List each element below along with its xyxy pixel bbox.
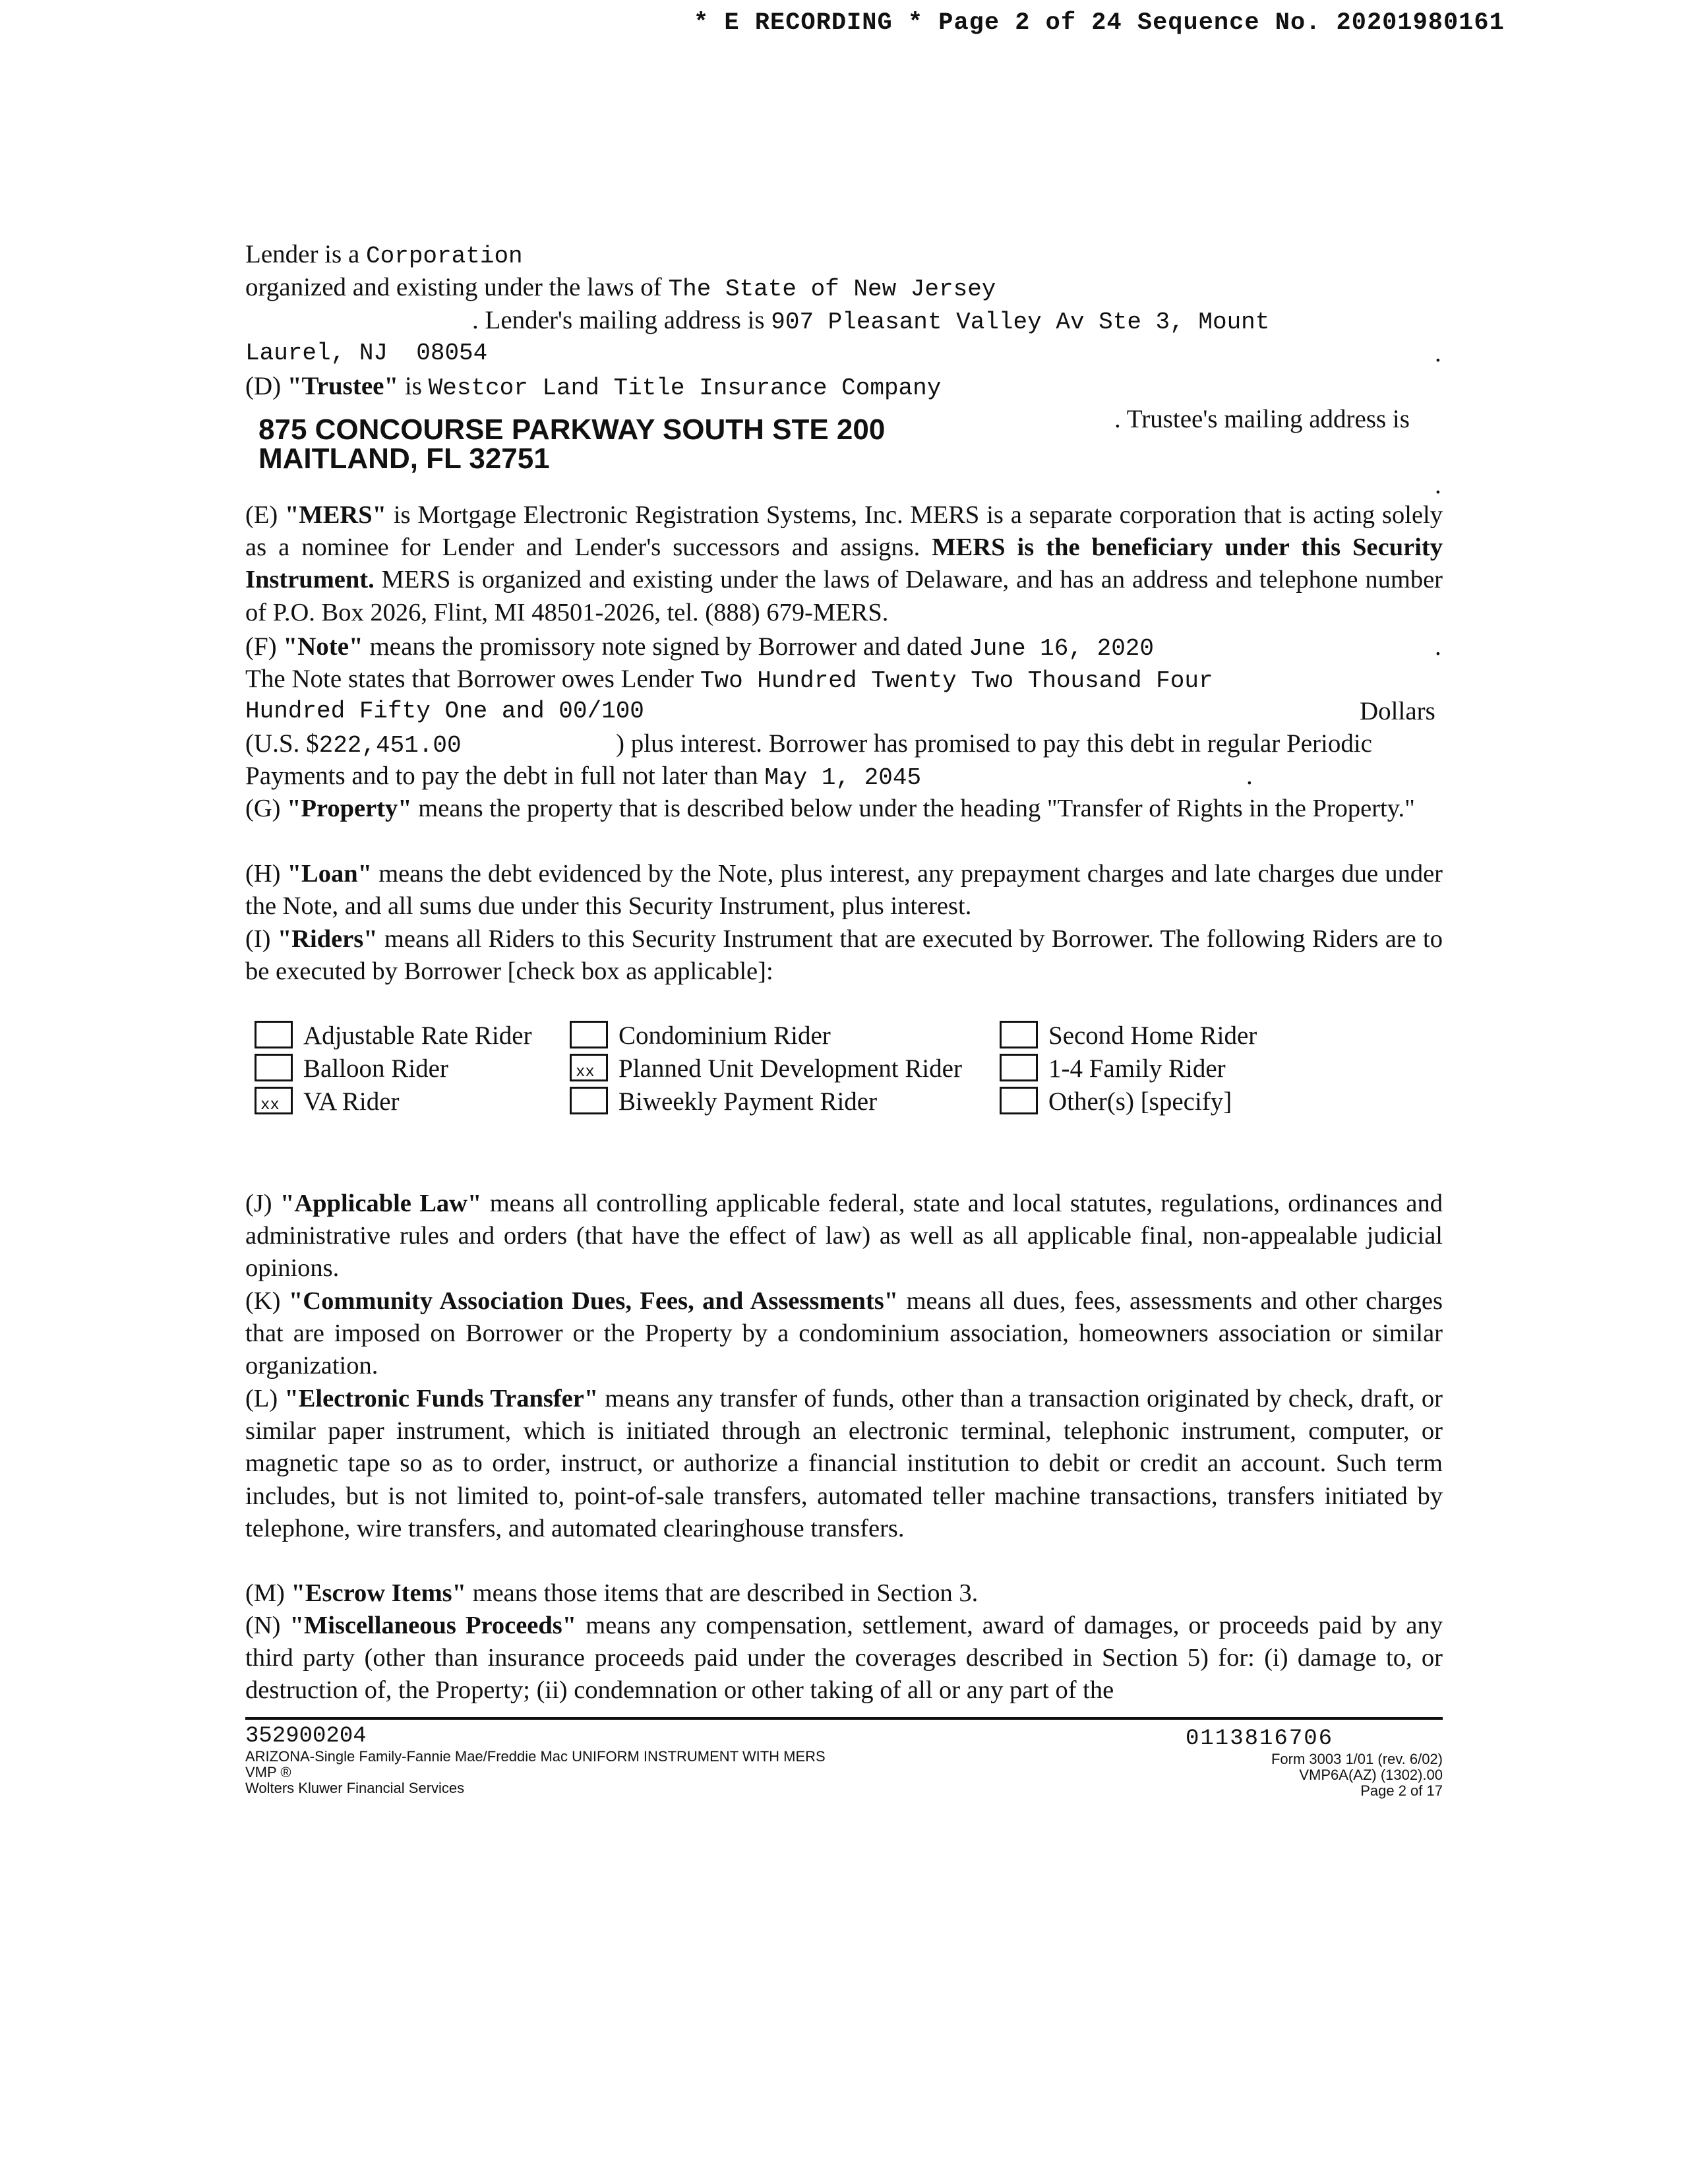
footer-right-block: [981, 1751, 1443, 1799]
rider-checkbox-1-4-family[interactable]: [1000, 1054, 1038, 1081]
rider-label-other: Other(s) [specify]: [1048, 1087, 1232, 1116]
section-f-term: "Note": [283, 632, 363, 661]
lender-address-label: . Lender's mailing address is: [472, 306, 765, 334]
section-g-text: means the property that is described below under the heading "Transfer of Rights in the Property.": [411, 795, 1415, 822]
section-h-text: means the debt evidenced by the Note, plus interest, any prepayment charges and late charges due under the Note, and all sums due under this Security Instrument, plus interest.: [245, 860, 1443, 921]
footer-publisher: Wolters Kluwer Financial Services: [245, 1780, 465, 1796]
trustee-prefix: (D): [245, 372, 287, 400]
lender-line-1: [245, 239, 523, 272]
rider-label-va: VA Rider: [303, 1087, 400, 1116]
section-g-term: "Property": [287, 795, 412, 822]
lender-line-2: [245, 272, 996, 305]
rider-checkbox-condominium[interactable]: [570, 1021, 608, 1048]
rider-checkbox-balloon[interactable]: [255, 1054, 293, 1081]
note-date: June 16, 2020: [969, 635, 1155, 662]
section-j-prefix: (J): [245, 1190, 280, 1217]
trustee-line: [245, 371, 941, 404]
section-h-loan: [245, 858, 1443, 923]
lender-state: The State of New Jersey: [668, 276, 996, 303]
section-m-text: means those items that are described in Section 3.: [466, 1579, 979, 1607]
section-j-text: means all controlling applicable federal, state and local statutes, regulations, ordinances and administrative rules and orders (that have the effect of law) as well as all applicable final, non-appealable judicial opinions.: [245, 1190, 1443, 1283]
section-m-term: "Escrow Items": [291, 1579, 467, 1607]
trustee-address-label: . Trustee's mailing address is: [1114, 405, 1410, 433]
section-k-community-association: [245, 1285, 1443, 1383]
note-amount-words-1: Two Hundred Twenty Two Thousand Four: [700, 667, 1213, 694]
rider-checkbox-biweekly-payment[interactable]: [570, 1087, 608, 1114]
section-f-dollars: Dollars: [1360, 697, 1435, 725]
section-f-line-4: [245, 728, 462, 762]
rider-label-balloon: Balloon Rider: [303, 1054, 448, 1083]
section-e-bold: MERS is the beneficiary under this Security Instrument.: [245, 533, 1443, 594]
section-m-escrow-items: [245, 1577, 1443, 1610]
note-maturity-date: May 1, 2045: [764, 764, 922, 791]
trustee-address-line1: 875 CONCOURSE PARKWAY SOUTH STE 200: [258, 413, 886, 446]
section-e-mers: [245, 499, 1443, 629]
section-e-text1: is Mortgage Electronic Registration Systems, Inc. MERS is a separate corporation that is acting solely as a nominee for Lender and Lender's successors and assigns.: [245, 501, 1443, 562]
rider-mark: xx: [576, 1064, 595, 1081]
footer-form-title: ARIZONA-Single Family-Fannie Mae/Freddie Mac UNIFORM INSTRUMENT WITH MERS: [245, 1748, 826, 1765]
rider-checkbox-va[interactable]: [255, 1087, 293, 1114]
section-f-prefix: (F): [245, 632, 284, 661]
section-n-prefix: (N): [245, 1612, 290, 1639]
trustee-address-end: .: [1435, 471, 1441, 499]
trustee-suffix: is: [398, 372, 422, 400]
lender-line-3: [472, 305, 1269, 338]
rider-checkbox-second-home[interactable]: [1000, 1021, 1038, 1048]
rider-label-adjustable-rate: Adjustable Rate Rider: [303, 1021, 532, 1050]
footer-vmp-code: VMP6A(AZ) (1302).00: [1299, 1767, 1443, 1783]
section-g-property: [245, 793, 1443, 825]
rider-checkbox-other[interactable]: [1000, 1087, 1038, 1114]
trustee-address-line2: MAITLAND, FL 32751: [258, 442, 550, 475]
footer-page: Page 2 of 17: [1360, 1782, 1443, 1799]
section-k-term: "Community Association Dues, Fees, and Assessments": [288, 1287, 899, 1315]
lender-entity-type: Corporation: [366, 243, 523, 270]
rider-checkbox-adjustable-rate[interactable]: [255, 1021, 293, 1048]
note-amount: 222,451.00: [318, 732, 462, 759]
note-amount-words-2: Hundred Fifty One and 00/100: [245, 698, 644, 725]
section-i-riders: [245, 923, 1443, 988]
section-f-us-label: (U.S. $: [245, 729, 319, 758]
section-k-prefix: (K): [245, 1287, 289, 1315]
rider-label-second-home: Second Home Rider: [1048, 1021, 1257, 1050]
section-f-line-2: [245, 663, 1213, 697]
trustee-address: [258, 415, 885, 473]
section-l-text: means any transfer of funds, other than a transaction originated by check, draft, or similar paper instrument, which is initiated through an electronic terminal, telephonic instrument, computer, or magnetic tape so as to order, instruct, or authorize a financial institution to debit or credit an account. Such term includes, but is not limited to, point-of-sale transfers, automated teller machine transactions, transfers initiated by telephone, wire transfers, and automated clearinghouse transfers.: [245, 1385, 1443, 1542]
section-f-line-1: [245, 631, 1154, 665]
section-l-prefix: (L): [245, 1385, 285, 1412]
lender-law-label: organized and existing under the laws of: [245, 273, 662, 301]
section-m-prefix: (M): [245, 1579, 291, 1607]
footer-divider: [245, 1717, 1443, 1720]
section-h-term: "Loan": [287, 860, 373, 888]
rider-mark: xx: [260, 1097, 280, 1114]
section-j-term: "Applicable Law": [280, 1190, 482, 1217]
section-j-applicable-law: [245, 1188, 1443, 1285]
footer-vmp: VMP ®: [245, 1764, 291, 1780]
rider-label-planned-unit-development: Planned Unit Development Rider: [618, 1054, 962, 1083]
rider-label-condominium: Condominium Rider: [618, 1021, 831, 1050]
section-f-text1: means the promissory note signed by Borrower and dated: [363, 632, 963, 661]
footer-form-number: Form 3003 1/01 (rev. 6/02): [1271, 1751, 1443, 1767]
rider-label-1-4-family: 1-4 Family Rider: [1048, 1054, 1226, 1083]
section-f-text3: ) plus interest. Borrower has promised to pay this debt in regular Periodic: [616, 729, 1372, 758]
section-e-text2: MERS is organized and existing under the laws of Delaware, and has an address and telephone number of P.O. Box 2026, Flint, MI 48501-2026, tel. (888) 679-MERS.: [245, 566, 1443, 626]
section-i-text: means all Riders to this Security Instrument that are executed by Borrower. The following Riders are to be executed by Borrower [check box as applicable]:: [245, 925, 1443, 986]
section-n-term: "Miscellaneous Proceeds": [289, 1612, 577, 1639]
trustee-name: Westcor Land Title Insurance Company: [428, 375, 942, 402]
section-i-term: "Riders": [277, 925, 378, 953]
section-f-end1: .: [1435, 632, 1441, 661]
trustee-term: "Trustee": [287, 372, 399, 400]
lender-address-part2: Laurel, NJ 08054: [245, 340, 488, 367]
section-e-prefix: (E): [245, 501, 286, 529]
section-i-prefix: (I): [245, 925, 278, 953]
section-l-term: "Electronic Funds Transfer": [284, 1385, 599, 1412]
section-f-text2: The Note states that Borrower owes Lender: [245, 665, 694, 693]
lender-address-end: .: [1435, 339, 1441, 367]
section-f-line-5: [245, 760, 921, 794]
section-k-text: means all dues, fees, assessments and other charges that are imposed on Borrower or the Property by a condominium association, homeowners association or similar organization.: [245, 1287, 1443, 1380]
section-n-miscellaneous-proceeds: [245, 1610, 1443, 1707]
rider-label-biweekly-payment: Biweekly Payment Rider: [618, 1087, 878, 1116]
section-n-text: means any compensation, settlement, award of damages, or proceeds paid by any third party (other than insurance proceeds paid under the coverages described in Section 5) for: (i) damage to, or destruction of, the Property; (ii) condemnation or other taking of all or any part of the: [245, 1612, 1443, 1705]
section-f-text4: Payments and to pay the debt in full not later than: [245, 762, 758, 790]
section-l-electronic-funds-transfer: [245, 1383, 1443, 1545]
lender-label: Lender is a: [245, 240, 360, 268]
footer-right-number: 0113816706: [1186, 1726, 1334, 1751]
lender-address-part1: 907 Pleasant Valley Av Ste 3, Mount: [771, 309, 1270, 336]
footer-loan-number: 352900204: [245, 1724, 367, 1749]
section-h-prefix: (H): [245, 860, 287, 888]
rider-checkbox-planned-unit-development[interactable]: [570, 1054, 608, 1081]
section-g-prefix: (G): [245, 795, 287, 822]
section-f-end2: .: [1246, 762, 1253, 790]
recording-header: * E RECORDING * Page 2 of 24 Sequence No. 20201980161: [694, 9, 1505, 37]
section-e-term: "MERS": [285, 501, 386, 529]
